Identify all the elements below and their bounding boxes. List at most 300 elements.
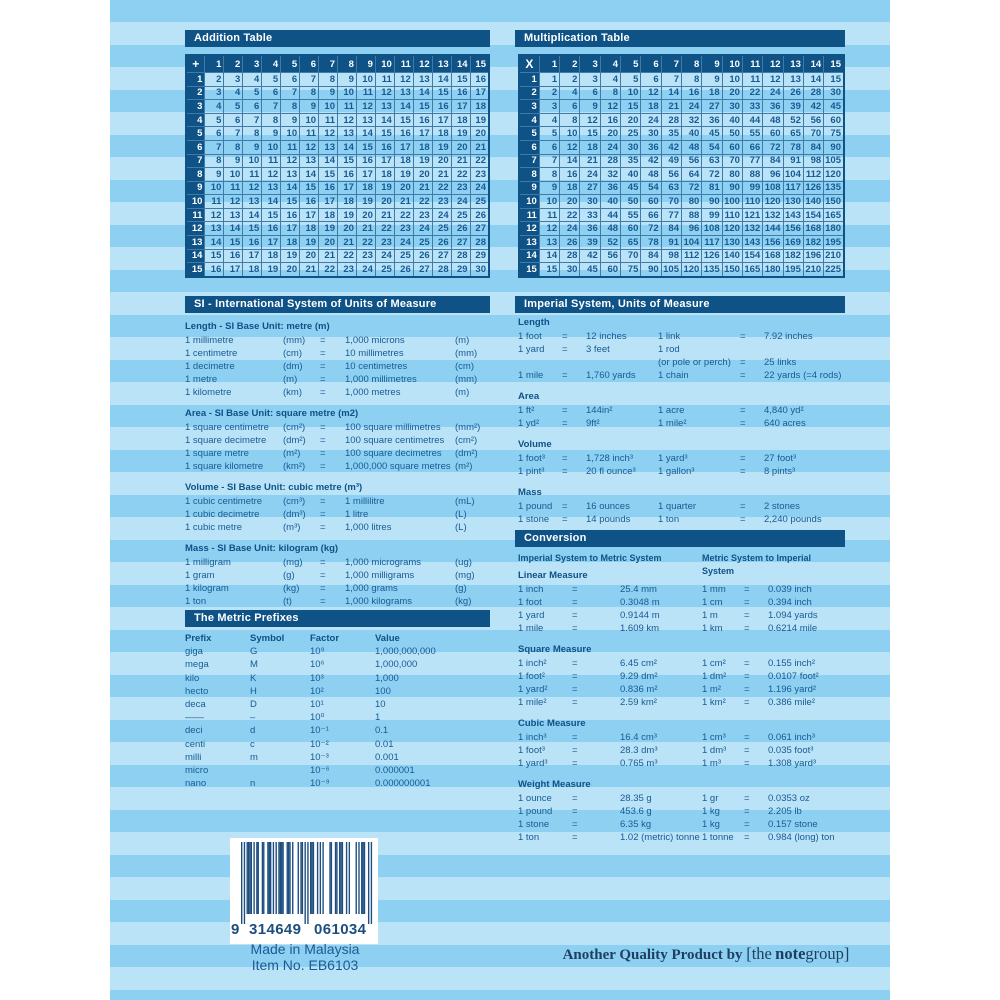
table-cell: 17 [243, 249, 262, 263]
def-cell: = [744, 697, 750, 708]
table-cell: 21 [338, 235, 357, 249]
def-cell: = [572, 832, 578, 843]
table-cell: 182 [783, 249, 803, 263]
table-cell: 60 [722, 140, 742, 154]
table-cell: 50 [722, 127, 742, 141]
def-cell: (g) [455, 583, 467, 594]
table-cell: 120 [682, 263, 702, 277]
table-cell: 16 [600, 113, 620, 127]
table-cell: 56 [803, 113, 823, 127]
table-cell: 16 [432, 100, 451, 114]
def-cell: 1 cm³ [702, 732, 726, 743]
table-cell: 13 [281, 168, 300, 182]
def-cell: (mL) [455, 496, 475, 507]
def-cell: 14 pounds [586, 514, 631, 525]
group-rows [518, 731, 845, 770]
table-cell: 154 [803, 208, 823, 222]
table-row [519, 249, 844, 263]
prefix-cell: 1,000,000 [375, 659, 418, 671]
table-cell: 15 [432, 86, 451, 100]
table-cell: 2 [205, 73, 224, 87]
table-cell: 20 [375, 195, 394, 209]
table-row [186, 181, 489, 195]
table-cell: 14 [205, 235, 224, 249]
def-cell: 1 kg [702, 819, 720, 830]
def-cell: 1 square centimetre [185, 422, 269, 433]
def-cell: 1 gram [185, 570, 215, 581]
table-row [519, 73, 844, 87]
imperial-section-body [518, 316, 845, 534]
table-cell: 7 [262, 100, 281, 114]
def-cell: (m²) [455, 461, 473, 472]
prefix-cell: 10 [375, 698, 386, 710]
barcode-bar [269, 842, 270, 914]
tagline-prefix: Another Quality Product by [562, 947, 747, 963]
table-cell: 156 [763, 235, 783, 249]
table-row [186, 235, 489, 249]
table-cell: 21 [319, 249, 338, 263]
barcode-bar [307, 842, 308, 924]
group-rows [518, 500, 845, 526]
table-cell: 16 [356, 154, 375, 168]
table-cell: 10 [539, 195, 559, 209]
table-cell: 30 [470, 263, 489, 277]
table-cell: 17 [470, 86, 489, 100]
def-cell: = [562, 418, 568, 429]
def-cell: 1 m³ [702, 758, 721, 769]
table-cell: 10 [281, 127, 300, 141]
def-cell: = [744, 597, 750, 608]
table-cell: 16 [281, 208, 300, 222]
def-cell: (cm³) [283, 496, 306, 507]
column-header-cell: 3 [243, 55, 262, 73]
group-heading: Weight Measure [518, 779, 591, 790]
table-cell: 120 [824, 168, 844, 182]
table-cell: 18 [580, 140, 600, 154]
row-header-cell: 7 [186, 154, 205, 168]
def-cell: = [320, 387, 326, 398]
table-cell: 21 [451, 154, 470, 168]
barcode-bar [340, 842, 341, 914]
table-cell: 13 [243, 195, 262, 209]
barcode-bar [304, 842, 305, 924]
table-cell: 60 [600, 263, 620, 277]
table-cell: 11 [300, 127, 319, 141]
table-cell: 5 [621, 73, 641, 87]
table-cell: 16 [262, 222, 281, 236]
table-cell: 10 [356, 73, 375, 87]
prefix-cell: m [250, 751, 258, 763]
table-cell: 27 [580, 181, 600, 195]
table-cell: 60 [641, 195, 661, 209]
table-cell: 24 [580, 168, 600, 182]
def-cell: 0.386 mile² [768, 697, 815, 708]
def-cell: = [320, 583, 326, 594]
striped-back-cover [110, 0, 890, 1000]
table-cell: 135 [702, 263, 722, 277]
def-cell: = [740, 370, 746, 381]
table-cell: 14 [375, 113, 394, 127]
table-cell: 10 [262, 140, 281, 154]
table-cell: 15 [262, 208, 281, 222]
table-cell: 126 [803, 181, 823, 195]
conversion-groups [518, 569, 845, 852]
prefix-cell: 10⁶ [310, 659, 325, 671]
row-header-cell: 10 [519, 195, 539, 209]
barcode-bar [320, 842, 321, 914]
table-cell: 8 [300, 86, 319, 100]
table-cell: 24 [375, 249, 394, 263]
table-cell: 48 [600, 222, 620, 236]
group-rows [185, 421, 490, 473]
table-cell: 105 [661, 263, 681, 277]
table-cell: 19 [356, 195, 375, 209]
row-header-cell: 15 [519, 263, 539, 277]
barcode-bar [362, 842, 363, 914]
table-cell: 19 [375, 181, 394, 195]
table-cell: 35 [621, 154, 641, 168]
column-header-cell: 9 [702, 55, 722, 73]
table-header-row [186, 55, 489, 73]
table-cell: 40 [621, 168, 641, 182]
barcode-bar [281, 842, 282, 914]
table-cell: 12 [300, 140, 319, 154]
table-cell: 24 [560, 222, 580, 236]
prefix-cell [250, 764, 310, 777]
table-cell: 21 [300, 263, 319, 277]
table-cell: 14 [243, 208, 262, 222]
column-header-cell: 15 [824, 55, 844, 73]
table-cell: 28 [470, 235, 489, 249]
prefix-cell: 10⁹ [310, 646, 325, 658]
group-gap [518, 709, 845, 717]
row-header-cell: 9 [186, 181, 205, 195]
table-cell: 12 [338, 113, 357, 127]
def-cell: 1,000 grams [345, 583, 398, 594]
table-cell: 65 [621, 235, 641, 249]
column-header-cell: 7 [661, 55, 681, 73]
def-cell: 1 gr [702, 793, 719, 804]
table-cell: 21 [413, 181, 432, 195]
def-cell: = [744, 758, 750, 769]
table-cell: 15 [205, 249, 224, 263]
def-cell: 1 mile [518, 623, 544, 634]
table-row [519, 222, 844, 236]
table-cell: 22 [319, 263, 338, 277]
barcode-bar [302, 842, 303, 914]
def-cell: (mm²) [455, 422, 481, 433]
table-cell: 48 [641, 168, 661, 182]
table-cell: 30 [580, 195, 600, 209]
prefix-cell: 100 [375, 685, 391, 697]
table-cell: 24 [432, 208, 451, 222]
table-cell: 12 [243, 181, 262, 195]
table-cell: 7 [539, 154, 559, 168]
def-cell: 1 foot³ [518, 453, 545, 464]
table-cell: 66 [641, 208, 661, 222]
group-heading: Volume - SI Base Unit: cubic metre (m³) [185, 482, 363, 493]
table-cell: 40 [600, 195, 620, 209]
table-cell: 39 [783, 100, 803, 114]
table-cell: 8 [560, 113, 580, 127]
group-gap [185, 534, 490, 542]
prefix-cell: 10⁻³ [310, 751, 329, 763]
table-cell: 168 [763, 249, 783, 263]
def-cell: = [744, 623, 750, 634]
table-cell: 5 [243, 86, 262, 100]
table-cell: 96 [763, 168, 783, 182]
table-cell: 24 [763, 86, 783, 100]
table-cell: 24 [641, 113, 661, 127]
table-cell: 99 [742, 181, 762, 195]
def-cell: 1 inch² [518, 658, 547, 669]
def-cell: 1 ton [185, 596, 207, 607]
table-row [186, 127, 489, 141]
def-cell: 1 cubic decimetre [185, 509, 260, 520]
table-cell: 22 [338, 249, 357, 263]
column-header-cell: 9 [356, 55, 375, 73]
prefix-cell: 10¹ [310, 698, 324, 710]
table-cell: 18 [356, 181, 375, 195]
prefix-cell: n [250, 778, 256, 790]
column-header-cell: 5 [621, 55, 641, 73]
table-cell: 18 [641, 100, 661, 114]
row-header-cell: 15 [186, 263, 205, 277]
row-header-cell: 12 [186, 222, 205, 236]
column-header-cell: 2 [224, 55, 243, 73]
def-cell: 8 pints³ [764, 466, 796, 477]
table-cell: 150 [722, 263, 742, 277]
prefix-cell: d [250, 725, 256, 737]
table-cell: 22 [413, 195, 432, 209]
table-cell: 64 [682, 168, 702, 182]
def-cell: 1 kg [702, 806, 720, 817]
def-cell: = [320, 335, 326, 346]
def-cell: 3 feet [586, 344, 610, 355]
table-cell: 15 [451, 73, 470, 87]
def-cell: 100 square decimetres [345, 448, 442, 459]
prefix-column-header: Prefix [185, 633, 212, 644]
barcode-bar [329, 842, 330, 914]
def-cell: 1.308 yard³ [768, 758, 817, 769]
table-cell: 99 [702, 208, 722, 222]
def-cell: = [320, 522, 326, 533]
table-cell: 40 [722, 113, 742, 127]
table-cell: 19 [300, 235, 319, 249]
def-cell: = [320, 374, 326, 385]
table-cell: 33 [580, 208, 600, 222]
conversion-right-heading: Metric System to Imperial System [702, 553, 812, 576]
table-cell: 14 [356, 127, 375, 141]
barcode-bar [371, 842, 372, 924]
table-cell: 19 [470, 113, 489, 127]
prefix-cell: K [250, 672, 257, 684]
table-cell: 132 [742, 222, 762, 236]
def-cell: (ug) [455, 557, 472, 568]
def-cell: 2,240 pounds [764, 514, 822, 525]
def-cell: = [572, 597, 578, 608]
def-cell: 1 square decimetre [185, 435, 267, 446]
table-cell: 11 [319, 113, 338, 127]
table-cell: 16 [319, 181, 338, 195]
table-cell: 18 [413, 140, 432, 154]
table-cell: 28 [803, 86, 823, 100]
def-cell: 1 acre [658, 405, 685, 416]
barcode-bar [342, 842, 343, 914]
def-cell: 2.205 lb [768, 806, 802, 817]
group-heading: Linear Measure [518, 570, 588, 581]
table-cell: 84 [763, 154, 783, 168]
def-cell: 1,000 millimetres [345, 374, 417, 385]
table-cell: 15 [413, 100, 432, 114]
barcode-bar [247, 842, 248, 914]
addition-table [185, 54, 490, 278]
table-cell: 50 [621, 195, 641, 209]
table-row [519, 127, 844, 141]
table-row [186, 140, 489, 154]
def-cell: (m³) [283, 522, 301, 533]
def-cell: 28.3 dm³ [620, 745, 658, 756]
table-cell: 182 [803, 235, 823, 249]
prefix-cell: 0.1 [375, 725, 389, 737]
table-cell: 14 [661, 86, 681, 100]
table-cell: 9 [262, 127, 281, 141]
table-cell: 16 [394, 127, 413, 141]
group-heading: Length - SI Base Unit: metre (m) [185, 321, 330, 332]
metric-prefixes-body [185, 632, 490, 790]
table-cell: 8 [205, 154, 224, 168]
barcode-bar [317, 842, 318, 914]
def-cell: 0.836 m² [620, 684, 658, 695]
table-cell: 29 [451, 263, 470, 277]
table-cell: 80 [682, 195, 702, 209]
table-cell: 91 [661, 235, 681, 249]
table-cell: 13 [319, 140, 338, 154]
group-gap [518, 478, 845, 486]
def-cell: = [572, 671, 578, 682]
prefix-cell: 1 [375, 712, 381, 724]
def-cell: 0.0107 foot² [768, 671, 819, 682]
table-cell: 165 [824, 208, 844, 222]
table-cell: 12 [641, 86, 661, 100]
table-cell: 14 [281, 181, 300, 195]
prefix-cell: – [250, 712, 256, 724]
table-cell: 6 [539, 140, 559, 154]
def-cell: 0.035 foot³ [768, 745, 814, 756]
table-cell: 16 [451, 86, 470, 100]
table-cell: 42 [661, 140, 681, 154]
barcode-bar [300, 842, 301, 914]
table-cell: 96 [682, 222, 702, 236]
table-cell: 17 [338, 181, 357, 195]
table-cell: 13 [539, 235, 559, 249]
def-cell: 7.92 inches [764, 331, 813, 342]
table-cell: 56 [600, 249, 620, 263]
barcode-bar [331, 842, 332, 914]
table-cell: 36 [580, 222, 600, 236]
table-cell: 23 [338, 263, 357, 277]
column-header-cell: 13 [432, 55, 451, 73]
def-cell: (cm) [283, 348, 302, 359]
table-cell: 18 [338, 195, 357, 209]
table-cell: 11 [262, 154, 281, 168]
def-cell: = [572, 819, 578, 830]
table-cell: 22 [432, 181, 451, 195]
addition-table-header [185, 30, 490, 47]
def-cell: 22 yards (=4 rods) [764, 370, 842, 381]
def-cell: 1 inch³ [518, 732, 547, 743]
table-cell: 22 [560, 208, 580, 222]
barcode-bar [282, 842, 283, 914]
table-cell: 108 [763, 181, 783, 195]
table-cell: 17 [300, 208, 319, 222]
table-cell: 36 [763, 100, 783, 114]
group-heading: Square Measure [518, 644, 592, 655]
def-cell: 1 foot² [518, 671, 545, 682]
table-row [519, 113, 844, 127]
table-cell: 27 [451, 235, 470, 249]
table-cell: 13 [300, 154, 319, 168]
barcode-bar [256, 842, 257, 914]
def-cell: 453.6 g [620, 806, 652, 817]
table-cell: 72 [682, 181, 702, 195]
table-cell: 4 [224, 86, 243, 100]
prefix-cell: deci [185, 725, 203, 737]
table-cell: 30 [560, 263, 580, 277]
table-row [519, 168, 844, 182]
def-cell: (mg) [283, 557, 303, 568]
def-cell: 1 yard³ [518, 758, 548, 769]
table-cell: 20 [300, 249, 319, 263]
table-cell: 88 [682, 208, 702, 222]
table-cell: 98 [661, 249, 681, 263]
def-cell: 1 yard² [518, 684, 548, 695]
def-cell: = [744, 732, 750, 743]
conversion-left-heading: Imperial System to Metric System [518, 553, 662, 563]
table-cell: 11 [205, 195, 224, 209]
def-cell: 2 stones [764, 501, 800, 512]
column-header-cell: 12 [413, 55, 432, 73]
table-cell: 15 [243, 222, 262, 236]
table-cell: 23 [451, 181, 470, 195]
table-cell: 16 [300, 195, 319, 209]
table-cell: 70 [621, 249, 641, 263]
def-cell: = [562, 370, 568, 381]
def-cell: 640 acres [764, 418, 806, 429]
table-cell: 63 [661, 181, 681, 195]
def-cell: (kg) [455, 596, 472, 607]
table-cell: 18 [300, 222, 319, 236]
def-cell: 0.061 inch³ [768, 732, 816, 743]
table-cell: 168 [803, 222, 823, 236]
table-cell: 26 [470, 208, 489, 222]
def-cell: 1,000 micrograms [345, 557, 422, 568]
table-cell: 4 [560, 86, 580, 100]
table-cell: 2 [539, 86, 559, 100]
def-cell: 25 links [764, 357, 797, 368]
table-cell: 48 [763, 113, 783, 127]
def-cell: 1,000,000 square metres [345, 461, 451, 472]
table-cell: 27 [470, 222, 489, 236]
prefix-cell: centi [185, 738, 206, 750]
def-cell: = [562, 331, 568, 342]
table-row [186, 73, 489, 87]
def-cell [562, 356, 586, 369]
table-cell: 19 [394, 168, 413, 182]
table-cell: 6 [243, 100, 262, 114]
table-cell: 17 [262, 235, 281, 249]
def-cell: 1 square metre [185, 448, 249, 459]
